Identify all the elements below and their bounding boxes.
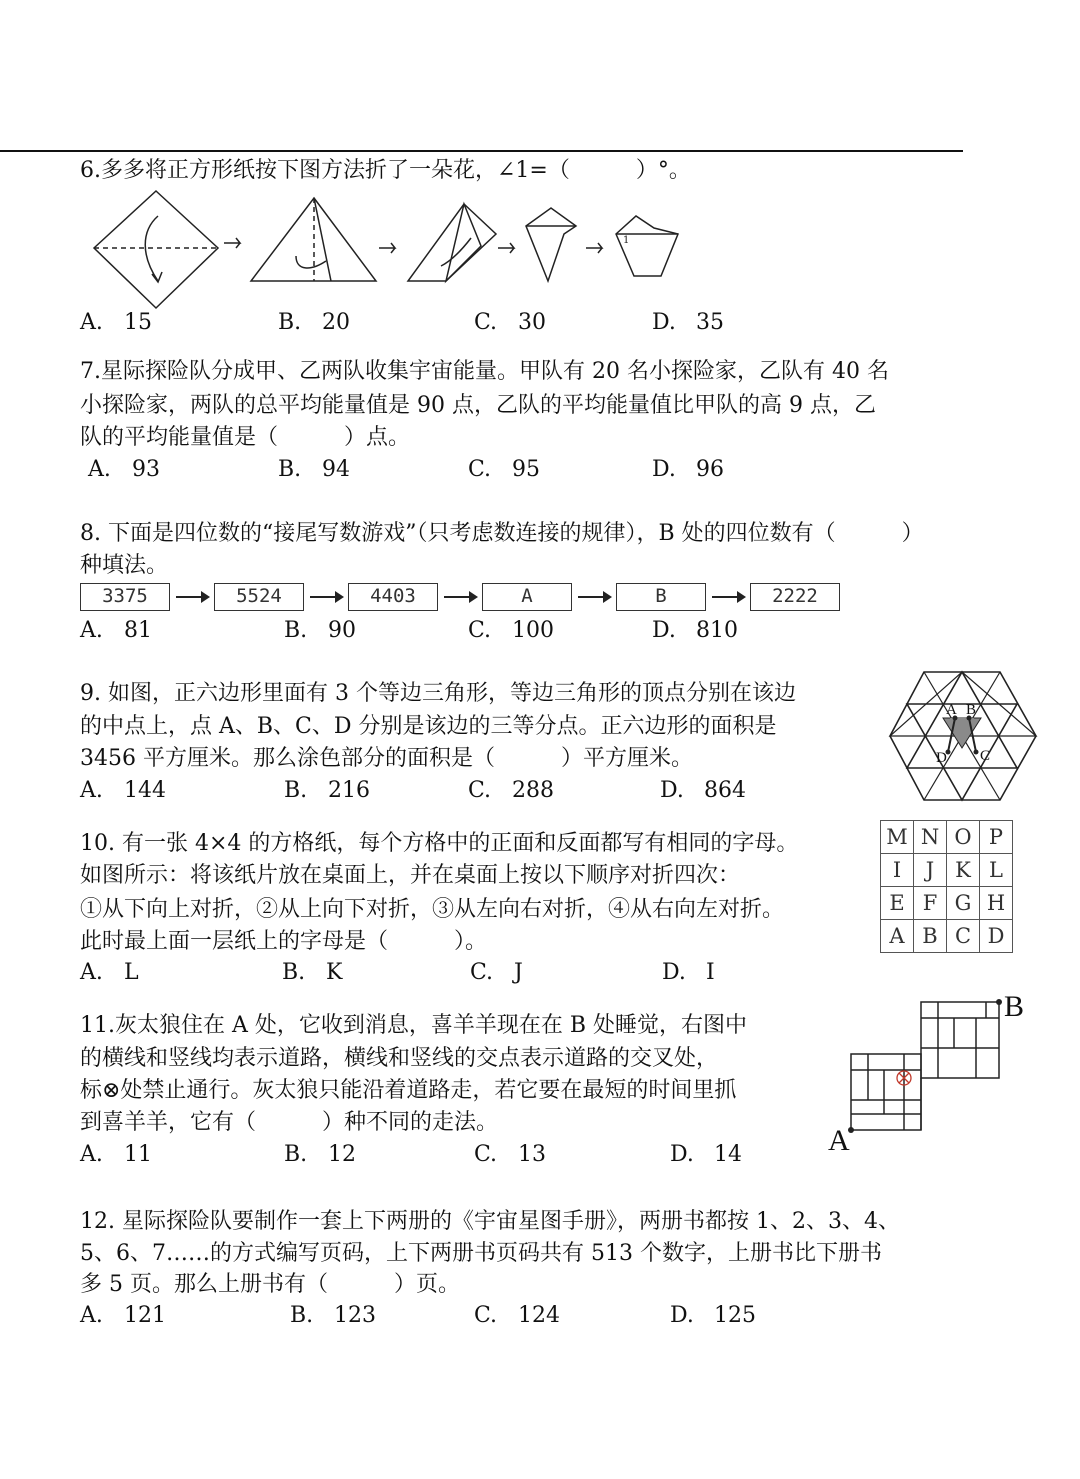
q12-option-b[interactable]: B. 123	[290, 1303, 376, 1328]
q9-option-c[interactable]: C. 288	[468, 778, 554, 803]
q9-option-a[interactable]: A. 144	[80, 778, 166, 803]
q11-option-b[interactable]: B. 12	[284, 1142, 356, 1167]
q10-letter-grid	[880, 820, 1013, 953]
q6-option-a[interactable]: A. 15	[80, 310, 152, 335]
q11-road-map-figure	[826, 990, 1036, 1160]
q9-option-d[interactable]: D. 864	[660, 778, 746, 803]
q9-label-a: A	[946, 702, 957, 718]
q8-arrow	[444, 596, 476, 598]
q12-stem-line-2: 5、6、7……的方式编写页码，上下两册书页码共有 513 个数字，上册书比下册书	[80, 1241, 882, 1266]
q7-option-d[interactable]: D. 96	[652, 457, 724, 482]
grid-cell: H	[980, 887, 1013, 920]
q6-folding-figure	[86, 186, 686, 316]
q12-option-c[interactable]: C. 124	[474, 1303, 560, 1328]
svg-text:1: 1	[623, 235, 630, 246]
q9-stem-line-3: 3456 平方厘米。那么涂色部分的面积是（ ）平方厘米。	[80, 746, 693, 771]
q8-arrow	[176, 596, 208, 598]
grid-cell: O	[947, 821, 980, 854]
q9-label-b: B	[966, 702, 977, 718]
header-rule	[0, 150, 963, 152]
q12-option-d[interactable]: D. 125	[670, 1303, 756, 1328]
q11-label-a: A	[828, 1124, 850, 1157]
q11-stem-line-4: 到喜羊羊，它有（ ）种不同的走法。	[80, 1110, 499, 1135]
q8-option-d[interactable]: D. 810	[652, 618, 738, 643]
grid-cell: C	[947, 920, 980, 953]
q8-option-b[interactable]: B. 90	[284, 618, 356, 643]
q9-stem-line-2: 的中点上，点 A、B、C、D 分别是该边的三等分点。正六边形的面积是	[80, 714, 777, 739]
q8-stem-line-1: 8. 下面是四位数的“接尾写数游戏”（只考虑数连接的规律），B 处的四位数有（ ）	[80, 521, 924, 546]
q11-option-d[interactable]: D. 14	[670, 1142, 742, 1167]
q7-stem-line-3: 队的平均能量值是（ ）点。	[80, 425, 411, 450]
grid-cell: D	[980, 920, 1013, 953]
q8-sequence-box: 2222	[750, 583, 840, 611]
q6-option-d[interactable]: D. 35	[652, 310, 724, 335]
grid-cell: A	[881, 920, 914, 953]
q11-option-a[interactable]: A. 11	[80, 1142, 152, 1167]
q8-sequence-box-b: B	[616, 583, 706, 611]
q10-stem-line-1: 10. 有一张 4×4 的方格纸，每个方格中的正面和反面都写有相同的字母。	[80, 831, 799, 856]
q9-option-b[interactable]: B. 216	[284, 778, 370, 803]
q12-stem-line-3: 多 5 页。那么上册书有（ ）页。	[80, 1272, 460, 1297]
grid-cell: L	[980, 854, 1013, 887]
q6-option-c[interactable]: C. 30	[474, 310, 546, 335]
grid-cell: J	[914, 854, 947, 887]
q9-label-d: D	[936, 750, 947, 766]
q11-stem-line-2: 的横线和竖线均表示道路，横线和竖线的交点表示道路的交叉处，	[80, 1046, 719, 1071]
grid-cell: G	[947, 887, 980, 920]
q9-label-c: C	[980, 748, 991, 764]
q12-option-a[interactable]: A. 121	[80, 1303, 166, 1328]
q10-stem-line-3: ①从下向上对折，②从上向下对折，③从左向右对折，④从右向左对折。	[80, 897, 785, 922]
q8-sequence-box: 5524	[214, 583, 304, 611]
q10-option-b[interactable]: B. K	[282, 960, 343, 985]
grid-cell: P	[980, 821, 1013, 854]
q10-stem-line-2: 如图所示：将该纸片放在桌面上，并在桌面上按以下顺序对折四次：	[80, 863, 741, 888]
q10-option-a[interactable]: A. L	[80, 960, 139, 985]
q7-stem-line-1: 7.星际探险队分成甲、乙两队收集宇宙能量。甲队有 20 名小探险家，乙队有 40 名	[80, 359, 889, 384]
q11-stem-line-3: 标⊗处禁止通行。灰太狼只能沿着道路走，若它要在最短的时间里抓	[80, 1078, 737, 1103]
q8-stem-line-2: 种填法。	[80, 553, 169, 578]
grid-cell: E	[881, 887, 914, 920]
q7-option-b[interactable]: B. 94	[278, 457, 350, 482]
q8-arrow	[310, 596, 342, 598]
q8-sequence-box: 4403	[348, 583, 438, 611]
grid-cell: F	[914, 887, 947, 920]
q6-option-b[interactable]: B. 20	[278, 310, 350, 335]
q9-hexagon-figure	[888, 670, 1038, 802]
q11-label-b: B	[1004, 990, 1025, 1023]
q8-sequence-box: 3375	[80, 583, 170, 611]
q8-arrow	[712, 596, 744, 598]
q8-sequence-box-a: A	[482, 583, 572, 611]
grid-cell: I	[881, 854, 914, 887]
q7-option-a[interactable]: A. 93	[88, 457, 160, 482]
q11-stem-line-1: 11.灰太狼住在 A 处，它收到消息，喜羊羊现在在 B 处睡觉，右图中	[80, 1013, 748, 1038]
q12-stem-line-1: 12. 星际探险队要制作一套上下两册的《宇宙星图手册》，两册书都按 1、2、3、4、	[80, 1209, 900, 1234]
grid-cell: B	[914, 920, 947, 953]
q8-arrow	[578, 596, 610, 598]
q9-stem-line-1: 9. 如图，正六边形里面有 3 个等边三角形，等边三角形的顶点分别在该边	[80, 681, 796, 706]
q7-stem-line-2: 小探险家，两队的总平均能量值是 90 点，乙队的平均能量值比甲队的高 9 点，乙	[80, 393, 876, 418]
q7-option-c[interactable]: C. 95	[468, 457, 540, 482]
grid-cell: M	[881, 821, 914, 854]
q11-option-c[interactable]: C. 13	[474, 1142, 546, 1167]
q10-option-c[interactable]: C. J	[470, 960, 523, 985]
grid-cell: K	[947, 854, 980, 887]
q8-option-a[interactable]: A. 81	[80, 618, 152, 643]
q8-option-c[interactable]: C. 100	[468, 618, 554, 643]
q10-option-d[interactable]: D. I	[662, 960, 715, 985]
q10-stem-line-4: 此时最上面一层纸上的字母是（ ）。	[80, 929, 488, 954]
grid-cell: N	[914, 821, 947, 854]
q6-stem-line-1: 6.多多将正方形纸按下图方法折了一朵花，∠1=（ ）°。	[80, 158, 691, 183]
